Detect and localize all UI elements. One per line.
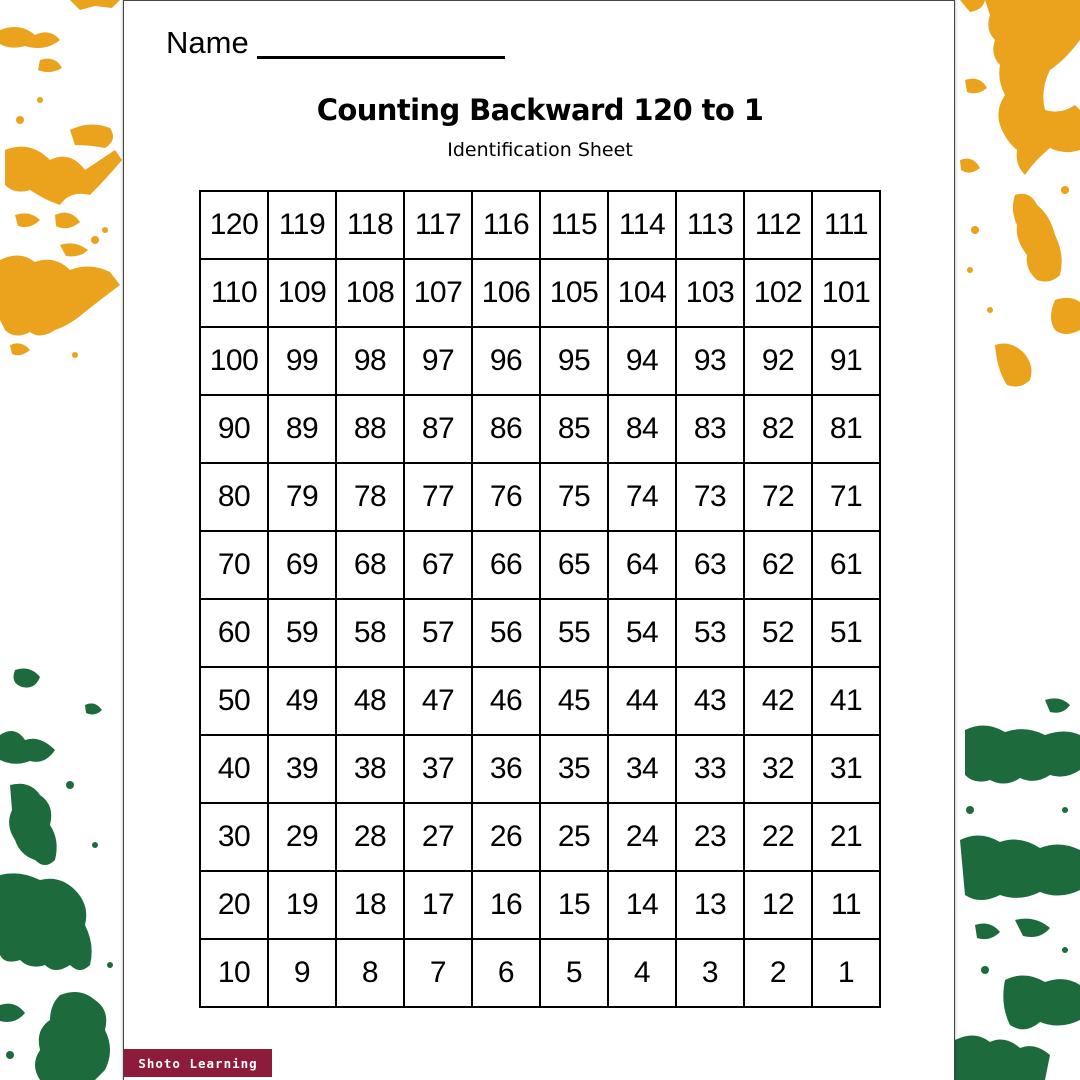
number-cell: 6 <box>473 940 541 1008</box>
number-cell: 110 <box>201 260 269 328</box>
number-cell: 46 <box>473 668 541 736</box>
number-cell: 40 <box>201 736 269 804</box>
number-cell: 8 <box>337 940 405 1008</box>
name-label: Name <box>166 25 249 60</box>
number-cell: 3 <box>677 940 745 1008</box>
number-cell: 104 <box>609 260 677 328</box>
number-cell: 29 <box>269 804 337 872</box>
number-cell: 85 <box>541 396 609 464</box>
number-cell: 14 <box>609 872 677 940</box>
number-cell: 33 <box>677 736 745 804</box>
number-cell: 55 <box>541 600 609 668</box>
number-cell: 44 <box>609 668 677 736</box>
number-cell: 4 <box>609 940 677 1008</box>
number-cell: 74 <box>609 464 677 532</box>
worksheet-title: Counting Backward 120 to 1 <box>316 93 764 127</box>
number-cell: 91 <box>813 328 881 396</box>
number-cell: 23 <box>677 804 745 872</box>
number-cell: 63 <box>677 532 745 600</box>
number-cell: 116 <box>473 192 541 260</box>
number-cell: 66 <box>473 532 541 600</box>
number-cell: 43 <box>677 668 745 736</box>
number-cell: 90 <box>201 396 269 464</box>
number-cell: 103 <box>677 260 745 328</box>
worksheet-page <box>123 0 955 1080</box>
number-cell: 72 <box>745 464 813 532</box>
number-cell: 52 <box>745 600 813 668</box>
number-cell: 41 <box>813 668 881 736</box>
number-cell: 71 <box>813 464 881 532</box>
number-cell: 35 <box>541 736 609 804</box>
number-cell: 69 <box>269 532 337 600</box>
number-cell: 68 <box>337 532 405 600</box>
number-cell: 54 <box>609 600 677 668</box>
number-grid <box>199 190 881 1008</box>
number-cell: 57 <box>405 600 473 668</box>
number-cell: 10 <box>201 940 269 1008</box>
number-cell: 31 <box>813 736 881 804</box>
green-splatter-bottom-right <box>955 690 1080 1080</box>
number-cell: 5 <box>541 940 609 1008</box>
number-cell: 30 <box>201 804 269 872</box>
number-cell: 89 <box>269 396 337 464</box>
number-cell: 26 <box>473 804 541 872</box>
number-cell: 83 <box>677 396 745 464</box>
number-cell: 108 <box>337 260 405 328</box>
number-cell: 28 <box>337 804 405 872</box>
number-cell: 27 <box>405 804 473 872</box>
number-cell: 15 <box>541 872 609 940</box>
number-cell: 105 <box>541 260 609 328</box>
number-cell: 96 <box>473 328 541 396</box>
number-cell: 98 <box>337 328 405 396</box>
number-cell: 13 <box>677 872 745 940</box>
number-cell: 25 <box>541 804 609 872</box>
number-cell: 93 <box>677 328 745 396</box>
number-cell: 47 <box>405 668 473 736</box>
orange-splatter-top-left <box>0 0 125 370</box>
number-cell: 64 <box>609 532 677 600</box>
number-cell: 39 <box>269 736 337 804</box>
number-cell: 76 <box>473 464 541 532</box>
number-cell: 88 <box>337 396 405 464</box>
number-cell: 113 <box>677 192 745 260</box>
number-cell: 73 <box>677 464 745 532</box>
number-cell: 84 <box>609 396 677 464</box>
number-cell: 2 <box>745 940 813 1008</box>
number-cell: 111 <box>813 192 881 260</box>
number-cell: 92 <box>745 328 813 396</box>
number-cell: 37 <box>405 736 473 804</box>
number-cell: 79 <box>269 464 337 532</box>
number-cell: 106 <box>473 260 541 328</box>
number-cell: 48 <box>337 668 405 736</box>
number-cell: 62 <box>745 532 813 600</box>
number-cell: 118 <box>337 192 405 260</box>
number-cell: 70 <box>201 532 269 600</box>
number-cell: 100 <box>201 328 269 396</box>
number-cell: 53 <box>677 600 745 668</box>
number-cell: 99 <box>269 328 337 396</box>
number-cell: 95 <box>541 328 609 396</box>
number-cell: 94 <box>609 328 677 396</box>
number-cell: 34 <box>609 736 677 804</box>
brand-badge: Shoto Learning <box>124 1049 272 1077</box>
green-splatter-bottom-left <box>0 665 125 1080</box>
number-cell: 18 <box>337 872 405 940</box>
number-cell: 101 <box>813 260 881 328</box>
number-cell: 97 <box>405 328 473 396</box>
number-cell: 107 <box>405 260 473 328</box>
number-cell: 61 <box>813 532 881 600</box>
number-cell: 112 <box>745 192 813 260</box>
number-cell: 22 <box>745 804 813 872</box>
number-cell: 16 <box>473 872 541 940</box>
number-cell: 17 <box>405 872 473 940</box>
number-cell: 7 <box>405 940 473 1008</box>
name-underline <box>257 56 505 59</box>
number-cell: 56 <box>473 600 541 668</box>
number-cell: 24 <box>609 804 677 872</box>
number-cell: 117 <box>405 192 473 260</box>
number-cell: 36 <box>473 736 541 804</box>
number-cell: 21 <box>813 804 881 872</box>
number-cell: 109 <box>269 260 337 328</box>
number-cell: 32 <box>745 736 813 804</box>
number-cell: 59 <box>269 600 337 668</box>
number-cell: 86 <box>473 396 541 464</box>
number-cell: 58 <box>337 600 405 668</box>
worksheet-subtitle: Identification Sheet <box>447 139 633 161</box>
number-cell: 119 <box>269 192 337 260</box>
number-cell: 51 <box>813 600 881 668</box>
number-cell: 114 <box>609 192 677 260</box>
number-cell: 60 <box>201 600 269 668</box>
number-cell: 65 <box>541 532 609 600</box>
number-cell: 20 <box>201 872 269 940</box>
number-cell: 38 <box>337 736 405 804</box>
number-cell: 12 <box>745 872 813 940</box>
number-cell: 77 <box>405 464 473 532</box>
number-cell: 102 <box>745 260 813 328</box>
number-cell: 87 <box>405 396 473 464</box>
number-cell: 11 <box>813 872 881 940</box>
number-cell: 120 <box>201 192 269 260</box>
number-cell: 80 <box>201 464 269 532</box>
orange-splatter-top-right <box>955 0 1080 400</box>
number-cell: 115 <box>541 192 609 260</box>
number-cell: 49 <box>269 668 337 736</box>
name-field <box>166 25 505 61</box>
number-cell: 9 <box>269 940 337 1008</box>
number-cell: 81 <box>813 396 881 464</box>
number-cell: 67 <box>405 532 473 600</box>
number-cell: 45 <box>541 668 609 736</box>
number-cell: 19 <box>269 872 337 940</box>
number-cell: 78 <box>337 464 405 532</box>
number-cell: 42 <box>745 668 813 736</box>
number-cell: 75 <box>541 464 609 532</box>
number-cell: 50 <box>201 668 269 736</box>
number-cell: 82 <box>745 396 813 464</box>
number-cell: 1 <box>813 940 881 1008</box>
